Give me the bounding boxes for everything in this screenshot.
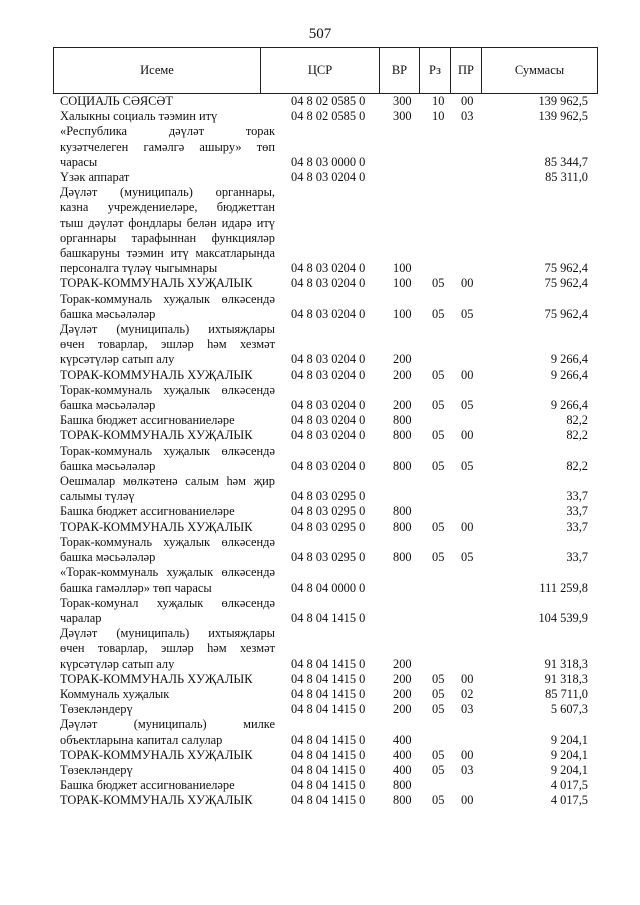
row-pr: 00 — [461, 428, 474, 443]
row-sum: 33,7 — [566, 504, 588, 519]
row-name-line: ТОРАК-КОММУНАЛЬ ХУҖАЛЫК — [60, 747, 253, 762]
table-header — [53, 47, 598, 94]
row-sum: 104 539,9 — [538, 610, 588, 625]
row-name — [60, 292, 275, 322]
row-sum: 82,2 — [566, 428, 588, 443]
row-pr: 05 — [461, 306, 474, 321]
row-rz: 05 — [432, 550, 445, 565]
row-name-line: объектларына капитал салулар — [60, 732, 223, 747]
row-csr: 04 8 04 1415 0 — [291, 671, 366, 686]
row-vr: 800 — [393, 458, 412, 473]
row-name — [60, 687, 275, 702]
table-row — [60, 702, 590, 717]
row-csr: 04 8 03 0204 0 — [291, 306, 366, 321]
row-sum: 85 344,7 — [544, 154, 588, 169]
row-name-line: персоналга түләү чыгымнары — [60, 261, 218, 276]
row-vr: 200 — [393, 656, 412, 671]
row-name-line: башка мәсьәләләр — [60, 458, 156, 473]
row-vr: 400 — [393, 762, 412, 777]
row-sum: 9 204,1 — [550, 732, 588, 747]
row-csr: 04 8 03 0204 0 — [291, 276, 366, 291]
row-sum: 9 204,1 — [550, 747, 588, 762]
row-name — [60, 672, 275, 687]
row-csr: 04 8 03 0204 0 — [291, 261, 366, 276]
row-vr: 300 — [393, 94, 412, 108]
row-name-line: өчен товарлар, эшләр һәм хезмәт — [60, 337, 275, 352]
row-name — [60, 368, 275, 383]
row-csr: 04 8 03 0295 0 — [291, 550, 366, 565]
row-csr: 04 8 02 0585 0 — [291, 94, 366, 108]
header-rz: Рз — [420, 48, 451, 93]
row-name-line: Торак-комунал хуҗалык өлкәсендә — [60, 595, 275, 610]
row-pr: 00 — [461, 671, 474, 686]
table-row — [60, 170, 590, 185]
row-name-line: башка мәсьәләләр — [60, 306, 156, 321]
header-name: Исеме — [54, 48, 261, 93]
table-row — [60, 717, 590, 747]
row-name-line: Торак-коммуналь хуҗалык өлкәсендә — [60, 291, 275, 306]
table-row — [60, 793, 590, 808]
table-row — [60, 428, 590, 443]
row-name — [60, 778, 275, 793]
row-pr: 05 — [461, 550, 474, 565]
table-row — [60, 292, 590, 322]
row-csr: 04 8 04 1415 0 — [291, 656, 366, 671]
row-pr: 03 — [461, 702, 474, 717]
row-vr: 800 — [393, 504, 412, 519]
row-rz: 05 — [432, 747, 445, 762]
row-pr: 03 — [461, 109, 474, 124]
row-vr: 400 — [393, 732, 412, 747]
row-name — [60, 444, 275, 474]
row-csr: 04 8 04 1415 0 — [291, 778, 366, 793]
table-row — [60, 474, 590, 504]
row-csr: 04 8 03 0295 0 — [291, 519, 366, 534]
row-sum: 33,7 — [566, 489, 588, 504]
table-row — [60, 276, 590, 291]
row-vr: 800 — [393, 413, 412, 428]
row-rz: 05 — [432, 398, 445, 413]
row-sum: 85 311,0 — [545, 170, 588, 185]
row-pr: 05 — [461, 398, 474, 413]
row-sum: 33,7 — [566, 550, 588, 565]
row-name-line: чаралар — [60, 610, 102, 625]
row-name — [60, 565, 275, 595]
row-vr: 800 — [393, 519, 412, 534]
row-vr: 800 — [393, 428, 412, 443]
table-row — [60, 185, 590, 276]
row-rz: 05 — [432, 519, 445, 534]
row-vr: 300 — [393, 109, 412, 124]
row-name-line: күрсәтүләр сатып алу — [60, 656, 175, 671]
row-vr: 100 — [393, 276, 412, 291]
row-sum: 82,2 — [566, 458, 588, 473]
row-pr: 05 — [461, 458, 474, 473]
row-rz: 05 — [432, 276, 445, 291]
row-name — [60, 504, 275, 519]
row-rz: 05 — [432, 458, 445, 473]
row-csr: 04 8 04 1415 0 — [291, 793, 366, 808]
row-name-line: Башка бюджет ассигнованиеләре — [60, 504, 235, 519]
row-sum: 33,7 — [566, 519, 588, 534]
table-row — [60, 626, 590, 672]
row-csr: 04 8 03 0204 0 — [291, 413, 366, 428]
row-pr: 00 — [461, 793, 474, 808]
row-name-line: ТОРАК-КОММУНАЛЬ ХУҖАЛЫК — [60, 519, 253, 534]
row-name-line: чарасы — [60, 154, 98, 169]
row-rz: 05 — [432, 686, 445, 701]
row-csr: 04 8 04 1415 0 — [291, 610, 366, 625]
table-row — [60, 413, 590, 428]
row-sum: 9 266,4 — [550, 352, 588, 367]
row-csr: 04 8 03 0204 0 — [291, 170, 366, 185]
row-sum: 75 962,4 — [544, 306, 588, 321]
row-vr: 200 — [393, 367, 412, 382]
row-name — [60, 383, 275, 413]
row-name-line: Торак-коммуналь хуҗалык өлкәсендә — [60, 382, 275, 397]
row-pr: 00 — [461, 94, 474, 108]
row-name-line: СОЦИАЛЬ СӘЯСӘТ — [60, 94, 173, 108]
table-row — [60, 778, 590, 793]
row-name — [60, 702, 275, 717]
row-sum: 91 318,3 — [544, 656, 588, 671]
row-pr: 00 — [461, 747, 474, 762]
page-number: 507 — [308, 26, 332, 42]
row-sum: 139 962,5 — [538, 109, 588, 124]
row-sum: 9 266,4 — [550, 367, 588, 382]
row-name — [60, 428, 275, 443]
row-name-line: Дәүләт (муниципаль) органнары, — [60, 185, 275, 200]
header-sum: Суммасы — [514, 63, 565, 77]
row-sum: 82,2 — [566, 413, 588, 428]
table-row — [60, 748, 590, 763]
table-row — [60, 109, 590, 124]
row-csr: 04 8 03 0204 0 — [291, 398, 366, 413]
row-vr: 100 — [393, 261, 412, 276]
row-name-line: «Торак-коммуналь хуҗалык өлкәсендә — [60, 565, 275, 580]
row-sum: 4 017,5 — [550, 778, 588, 793]
row-vr: 200 — [393, 702, 412, 717]
row-vr: 400 — [393, 747, 412, 762]
table-row — [60, 520, 590, 535]
row-name — [60, 763, 275, 778]
row-name-line: башка мәсьәләләр — [60, 550, 156, 565]
header-vr: ВР — [380, 48, 420, 93]
row-name — [60, 717, 275, 747]
row-vr: 200 — [393, 686, 412, 701]
table-row — [60, 94, 590, 109]
row-sum: 9 204,1 — [550, 762, 588, 777]
row-name — [60, 520, 275, 535]
row-sum: 91 318,3 — [544, 671, 588, 686]
row-name-line: күрсәтүләр сатып алу — [60, 352, 175, 367]
row-csr: 04 8 03 0204 0 — [291, 458, 366, 473]
row-csr: 04 8 04 1415 0 — [291, 747, 366, 762]
row-name-line: башкаруны тәэмин итү максатларында — [60, 246, 275, 261]
row-name-line: Төзекләндерү — [60, 702, 133, 717]
header-pr: ПР — [451, 48, 482, 93]
row-vr: 200 — [393, 352, 412, 367]
row-rz: 10 — [432, 109, 445, 124]
row-name-line: ТОРАК-КОММУНАЛЬ ХУҖАЛЫК — [60, 793, 253, 808]
row-name-line: Төзекләндерү — [60, 762, 133, 777]
table-row — [60, 444, 590, 474]
row-pr: 03 — [461, 762, 474, 777]
table-row — [60, 565, 590, 595]
row-name — [60, 170, 275, 185]
row-rz: 05 — [432, 671, 445, 686]
row-name-line: Дәүләт (муниципаль) милке — [60, 717, 275, 732]
row-name — [60, 626, 275, 672]
table-row — [60, 322, 590, 368]
row-rz: 05 — [432, 428, 445, 443]
row-name-line: кузәтчелеген гамәлгә ашыру» төп — [60, 139, 275, 154]
row-csr: 04 8 03 0295 0 — [291, 489, 366, 504]
row-name — [60, 535, 275, 565]
row-name — [60, 276, 275, 291]
table-row — [60, 596, 590, 626]
row-name-line: Оешмалар мөлкәтенә салым һәм җир — [60, 474, 275, 489]
row-csr: 04 8 04 1415 0 — [291, 686, 366, 701]
row-vr: 800 — [393, 550, 412, 565]
row-name — [60, 793, 275, 808]
row-rz: 05 — [432, 702, 445, 717]
row-name-line: Башка бюджет ассигнованиеләре — [60, 778, 235, 793]
row-csr: 04 8 03 0204 0 — [291, 352, 366, 367]
row-sum: 4 017,5 — [550, 793, 588, 808]
row-sum: 75 962,4 — [544, 276, 588, 291]
table-row — [60, 687, 590, 702]
header-csr: ЦСР — [261, 48, 380, 93]
row-csr: 04 8 03 0204 0 — [291, 367, 366, 382]
row-rz: 05 — [432, 793, 445, 808]
row-name — [60, 474, 275, 504]
row-name-line: башка гамәлләр» төп чарасы — [60, 580, 212, 595]
row-name-line: Үзәк аппарат — [60, 170, 130, 185]
row-name-line: казна учреждениеләре, бюджеттан — [60, 200, 275, 215]
row-pr: 02 — [461, 686, 474, 701]
row-name-line: Торак-коммуналь хуҗалык өлкәсендә — [60, 443, 275, 458]
row-rz: 05 — [432, 306, 445, 321]
row-name-line: Дәүләт (муниципаль) ихтыяҗлары — [60, 626, 275, 641]
row-sum: 9 266,4 — [550, 398, 588, 413]
row-name-line: органнары тарафыннан функцияләр — [60, 230, 275, 245]
table-body — [60, 94, 590, 809]
row-name-line: салымы түләү — [60, 489, 135, 504]
row-pr: 00 — [461, 367, 474, 382]
row-name-line: ТОРАК-КОММУНАЛЬ ХУҖАЛЫК — [60, 276, 253, 291]
row-csr: 04 8 04 0000 0 — [291, 580, 366, 595]
row-csr: 04 8 03 0000 0 — [291, 154, 366, 169]
row-name — [60, 748, 275, 763]
row-name-line: Башка бюджет ассигнованиеләре — [60, 413, 235, 428]
row-csr: 04 8 03 0204 0 — [291, 428, 366, 443]
row-name-line: ТОРАК-КОММУНАЛЬ ХУҖАЛЫК — [60, 367, 253, 382]
row-name-line: өчен товарлар, эшләр һәм хезмәт — [60, 641, 275, 656]
table-row — [60, 368, 590, 383]
row-csr: 04 8 04 1415 0 — [291, 702, 366, 717]
row-name-line: Халыкны социаль тәэмин итү — [60, 109, 218, 124]
row-name-line: ТОРАК-КОММУНАЛЬ ХУҖАЛЫК — [60, 671, 253, 686]
row-name — [60, 322, 275, 368]
row-rz: 05 — [432, 367, 445, 382]
row-sum: 111 259,8 — [539, 580, 588, 595]
table-row — [60, 535, 590, 565]
row-name-line: башка мәсьәләләр — [60, 398, 156, 413]
row-name — [60, 124, 275, 170]
row-name — [60, 94, 275, 109]
row-name-line: ТОРАК-КОММУНАЛЬ ХУҖАЛЫК — [60, 428, 253, 443]
row-vr: 100 — [393, 306, 412, 321]
row-vr: 200 — [393, 398, 412, 413]
row-name — [60, 109, 275, 124]
row-name — [60, 413, 275, 428]
row-csr: 04 8 04 1415 0 — [291, 732, 366, 747]
row-rz: 05 — [432, 762, 445, 777]
row-vr: 800 — [393, 793, 412, 808]
row-vr: 800 — [393, 778, 412, 793]
row-sum: 75 962,4 — [544, 261, 588, 276]
row-vr: 200 — [393, 671, 412, 686]
table-row — [60, 763, 590, 778]
row-name — [60, 185, 275, 276]
row-name-line: «Республика дәүләт торак — [60, 124, 275, 139]
row-pr: 00 — [461, 276, 474, 291]
table-row — [60, 383, 590, 413]
row-rz: 10 — [432, 94, 445, 108]
row-sum: 85 711,0 — [545, 686, 588, 701]
row-csr: 04 8 03 0295 0 — [291, 504, 366, 519]
row-name-line: тыш дәүләт фондлары белән идарә итү — [60, 215, 275, 230]
row-sum: 5 607,3 — [550, 702, 588, 717]
row-pr: 00 — [461, 519, 474, 534]
row-name-line: Дәүләт (муниципаль) ихтыяҗлары — [60, 322, 275, 337]
row-name-line: Коммуналь хуҗалык — [60, 686, 170, 701]
row-sum: 139 962,5 — [538, 94, 588, 108]
row-csr: 04 8 04 1415 0 — [291, 762, 366, 777]
row-name-line: Торак-коммуналь хуҗалык өлкәсендә — [60, 534, 275, 549]
table-row — [60, 504, 590, 519]
row-csr: 04 8 02 0585 0 — [291, 109, 366, 124]
row-name — [60, 596, 275, 626]
table-row — [60, 124, 590, 170]
table-row — [60, 672, 590, 687]
